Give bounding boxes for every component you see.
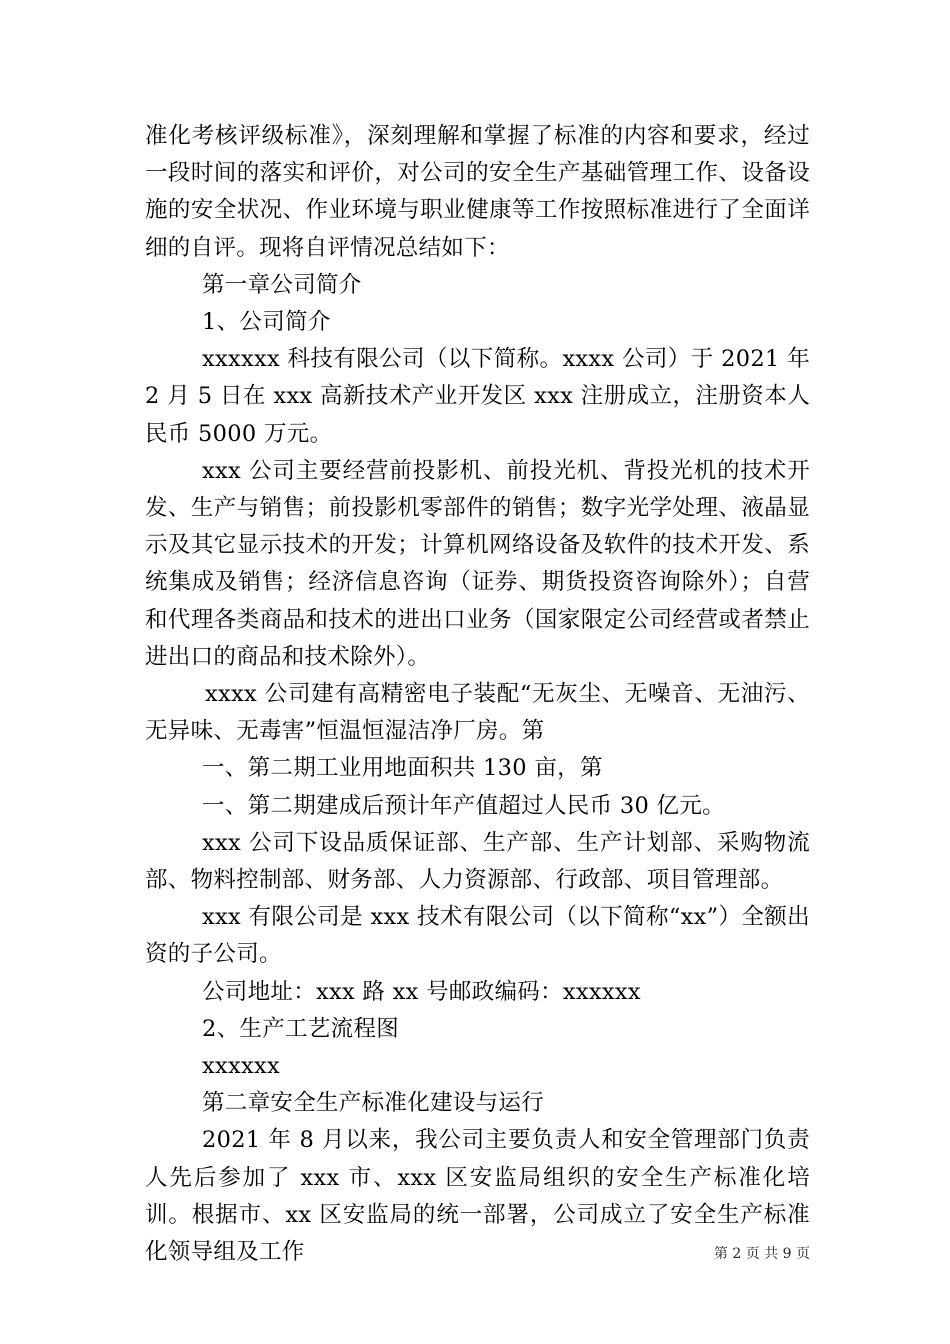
chapter-1-heading: 第一章公司简介 xyxy=(202,271,362,298)
paragraph-subsidiary: xxx 有限公司是 xxx 技术有限公司（以下简称“xx”）全额出资的子公司。 xyxy=(145,904,810,968)
paragraph-land-area: 一、第二期工业用地面积共 130 亩，第 xyxy=(202,755,603,782)
page-number-footer: 第 2 页 共 9 页 xyxy=(713,1246,810,1262)
document-body xyxy=(145,118,810,1271)
paragraph-cleanroom: xxxx 公司建有高精密电子装配“无灰尘、无噪音、无油污、无异味、无毒害”恒温恒湿洁净厂房。第 xyxy=(145,681,810,745)
paragraph-company-registration: xxxxxx 科技有限公司（以下简称。xxxx 公司）于 2021 年 2 月 5 日在 xxx 高新技术产业开发区 xxx 注册成立，注册资本人民币 5000 万元。 xyxy=(145,346,810,447)
paragraph-training: 2021 年 8 月以来，我公司主要负责人和安全管理部门负责人先后参加了 xxx 市、xxx 区安监局组织的安全生产标准化培训。根据市、xx 区安监局的统一部署，公司成立了安全生产标准化领导组及工作 xyxy=(145,1127,810,1266)
paragraph-address: 公司地址：xxx 路 xx 号邮政编码：xxxxxx xyxy=(202,978,641,1005)
chapter-2-heading: 第二章安全生产标准化建设与运行 xyxy=(202,1090,545,1117)
paragraph-process-placeholder: xxxxxx xyxy=(202,1053,280,1080)
paragraph-business-scope: xxx 公司主要经营前投影机、前投光机、背投光机的技术开发、生产与销售；前投影机零部件的销售；数字光学处理、液晶显示及其它显示技术的开发；计算机网络设备及软件的技术开发、系统集成及销售；经济信息咨询（证券、期货投资咨询除外）；自营和代理各类商品和技术的进出口业务（国家限定公司经营或者禁止进出口的商品和技术除外）。 xyxy=(145,457,810,670)
paragraph-departments: xxx 公司下设品质保证部、生产部、生产计划部、采购物流部、物料控制部、财务部、人力资源部、行政部、项目管理部。 xyxy=(145,829,810,894)
paragraph-output-value: 一、第二期建成后预计年产值超过人民币 30 亿元。 xyxy=(202,792,725,819)
section-2-heading: 2、生产工艺流程图 xyxy=(202,1015,400,1042)
section-1-heading: 1、公司简介 xyxy=(202,309,331,336)
paragraph-intro-continuation: 准化考核评级标准》，深刻理解和掌握了标准的内容和要求，经过一段时间的落实和评价，对公司的安全生产基础管理工作、设备设施的安全状况、作业环境与职业健康等工作按照标准进行了全面详细的自评。现将自评情况总结如下： xyxy=(145,123,810,261)
